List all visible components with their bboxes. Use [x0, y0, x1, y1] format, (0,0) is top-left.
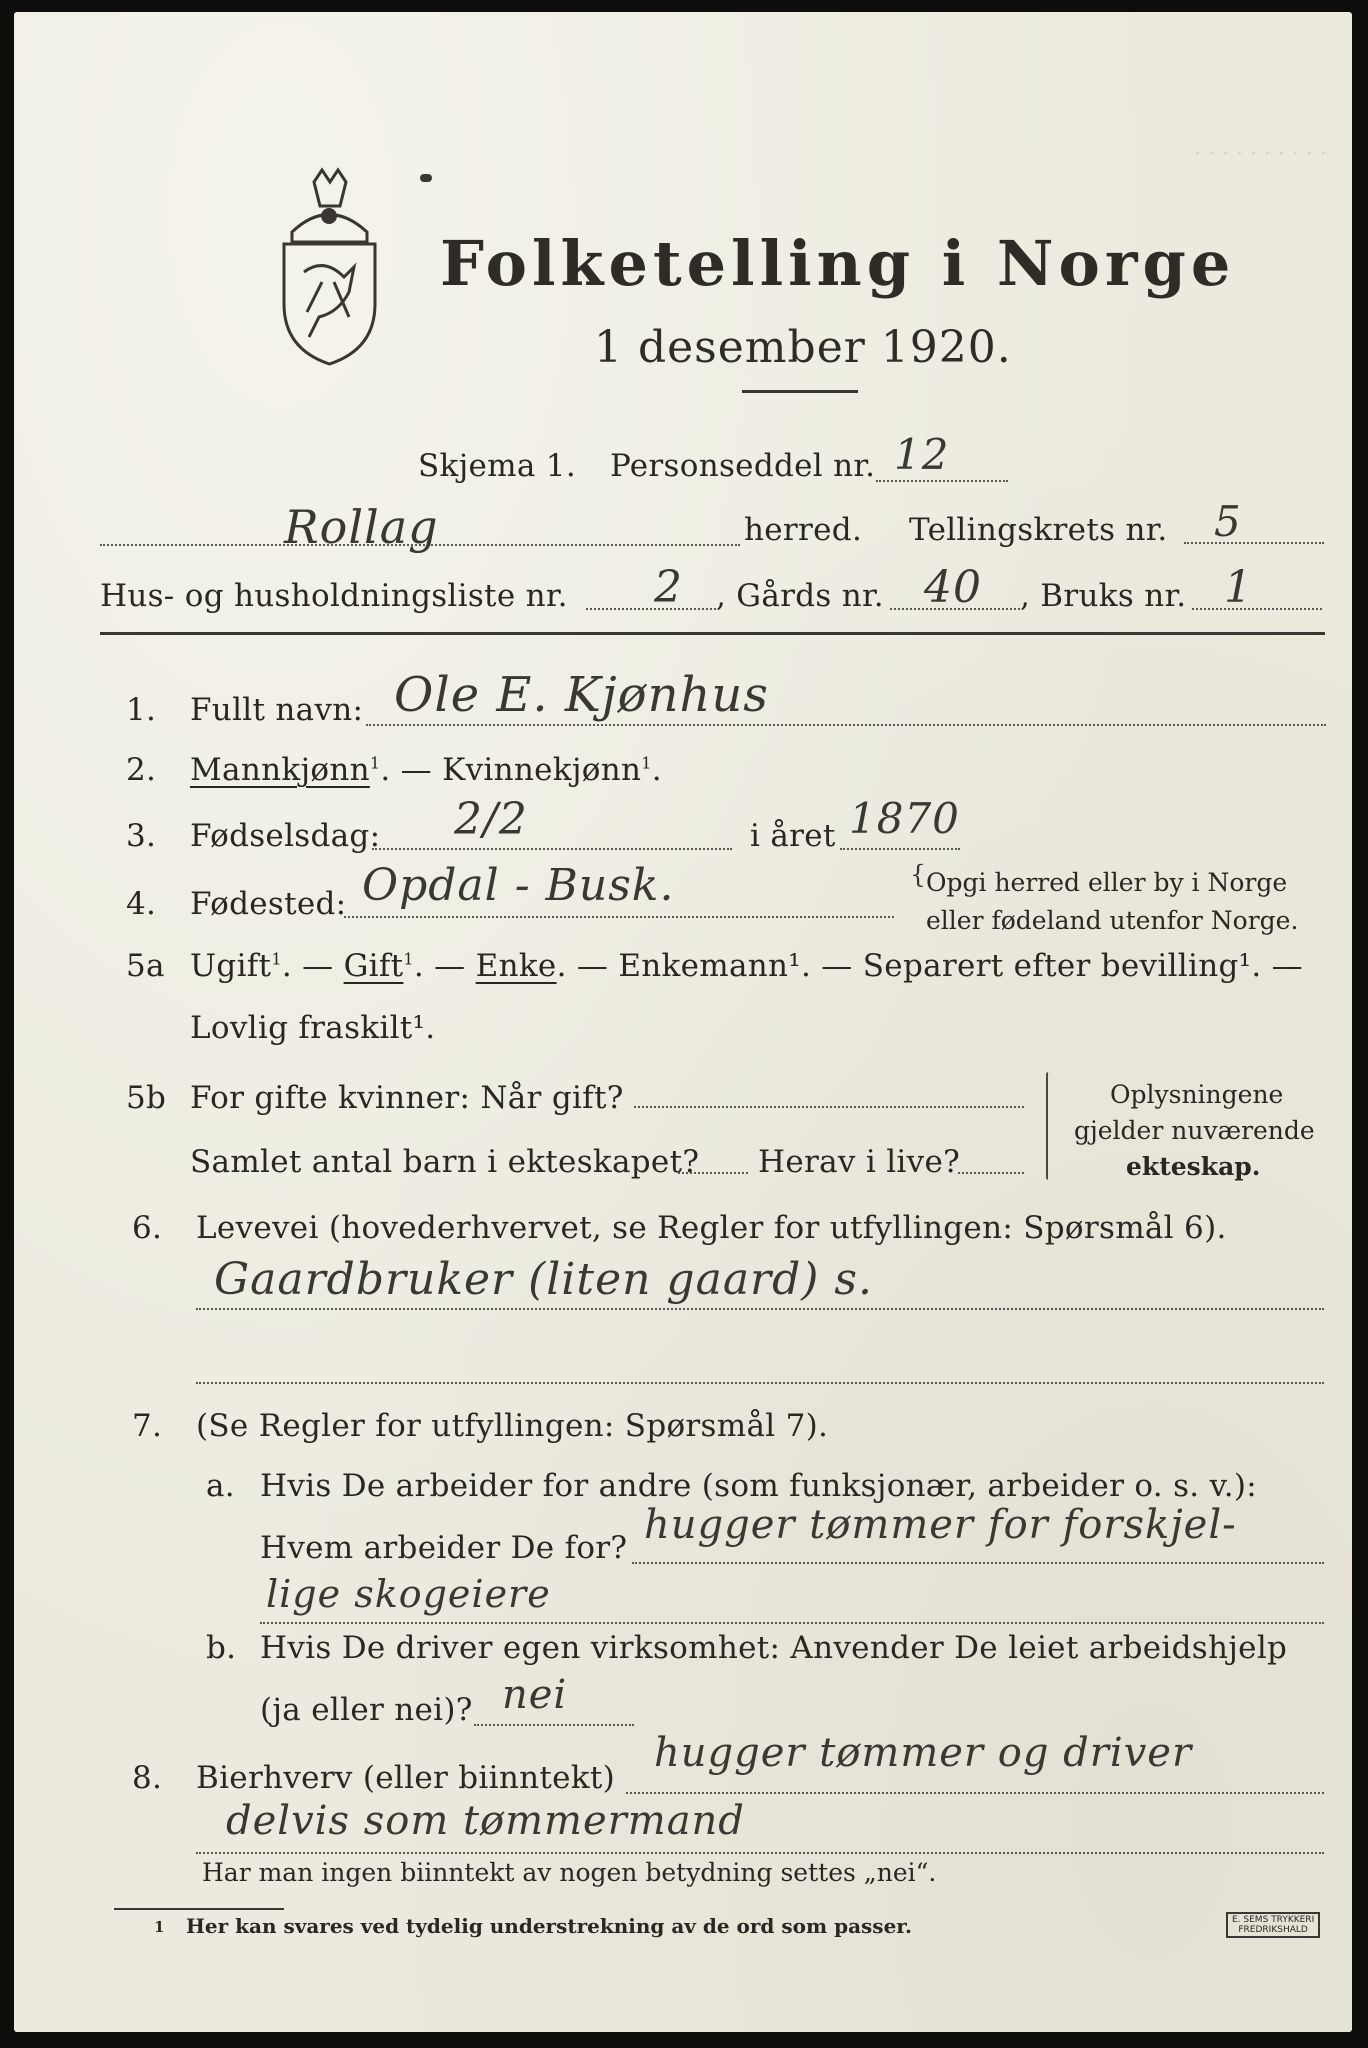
gards-value[interactable]: 40 [924, 562, 982, 613]
ink-dot [420, 174, 432, 182]
gards-label: , Gårds nr. [716, 578, 884, 614]
q5b-label3: Herav i live? [758, 1144, 961, 1180]
q4-line [344, 916, 894, 918]
q5b-married-line [634, 1106, 1024, 1108]
q5a-enke-option[interactable]: Enke [475, 948, 557, 984]
printer-stamp: E. SEMS TRYKKERI FREDRIKSHALD [1226, 1912, 1320, 1938]
tellingskrets-label: Tellingskrets nr. [909, 512, 1168, 548]
q5b-alive-line [958, 1172, 1024, 1174]
skjema-label: Skjema 1. [418, 448, 576, 484]
q7a-line1 [632, 1562, 1324, 1564]
q5b-note-line3: ekteskap. [1126, 1152, 1261, 1181]
tellingskrets-line [1184, 542, 1324, 544]
q8-value1[interactable]: hugger tømmer og driver [654, 1730, 1193, 1776]
q7a-value1[interactable]: hugger tømmer for forskjel- [644, 1502, 1237, 1548]
q2-male-option[interactable]: Mannkjønn [190, 752, 370, 788]
q8-value2[interactable]: delvis som tømmermand [226, 1798, 745, 1844]
q1-value[interactable]: Ole E. Kjønhus [394, 667, 769, 723]
form-subtitle: 1 desember 1920. [594, 322, 1012, 373]
q3-year-line [840, 848, 960, 850]
q1-number: 1. [126, 692, 157, 728]
husliste-value[interactable]: 2 [654, 562, 683, 613]
footnote-text: Her kan svares ved tydelig understrekning av de ord som passer. [186, 1914, 912, 1938]
q7-label: (Se Regler for utfyllingen: Spørsmål 7). [196, 1408, 829, 1444]
bruks-line [1192, 608, 1322, 610]
personseddel-value[interactable]: 12 [894, 430, 950, 479]
q4-number: 4. [126, 886, 157, 922]
q5b-note-brace [1046, 1072, 1051, 1180]
q4-note-line2: eller fødeland utenfor Norge. [926, 906, 1299, 935]
q6-line1 [196, 1308, 1324, 1310]
q8-line2 [196, 1852, 1324, 1854]
q5a-line2[interactable]: Lovlig fraskilt¹. [190, 1010, 436, 1046]
q4-value[interactable]: Opdal - Busk. [362, 860, 675, 911]
q3-number: 3. [126, 818, 157, 854]
q1-line [366, 724, 1326, 726]
q3-year-value[interactable]: 1870 [849, 794, 960, 843]
q5a-ugift-option[interactable]: Ugift [190, 948, 272, 984]
personseddel-label: Personseddel nr. [610, 448, 876, 484]
q3-line [372, 848, 732, 850]
herred-label: herred. [744, 512, 863, 548]
q7a-ask: Hvem arbeider De for? [260, 1530, 628, 1566]
q2-number: 2. [126, 752, 157, 788]
q7b-label: Hvis De driver egen virksomhet: Anvender De leiet arbeidshjelp [260, 1630, 1288, 1666]
q8-note: Har man ingen biinntekt av nogen betydning settes „nei“. [202, 1858, 937, 1887]
tellingskrets-value[interactable]: 5 [1214, 497, 1242, 546]
personseddel-line [876, 480, 1008, 482]
q7b-letter: b. [206, 1630, 237, 1666]
q8-number: 8. [132, 1760, 163, 1796]
q4-note-line1: Opgi herred eller by i Norge [926, 868, 1288, 897]
q5a-rest-options[interactable]: . — Enkemann¹. — Separert efter bevilling¹. — [556, 948, 1303, 984]
q5b-note-line2: gjelder nuværende [1074, 1116, 1315, 1145]
q6-line2 [196, 1382, 1324, 1384]
q7b-line [474, 1724, 634, 1726]
q8-label: Bierhverv (eller biinntekt) [196, 1760, 616, 1796]
form-title: Folketelling i Norge [440, 227, 1236, 300]
q3-label: Fødselsdag: [190, 818, 381, 854]
q2-end: . [651, 752, 662, 788]
q5b-children-line [678, 1172, 748, 1174]
q7a-label: Hvis De arbeider for andre (som funksjonær, arbeider o. s. v.): [260, 1468, 1258, 1504]
q5a-options: Ugift$^1$. — Gift$^1$. — Enke. — Enkemann¹. — Separert efter bevilling¹. — [190, 948, 1303, 984]
q3-year-label: i året [750, 818, 836, 854]
q3-value[interactable]: 2/2 [454, 794, 528, 845]
q7a-letter: a. [206, 1468, 235, 1504]
q5b-number: 5b [126, 1080, 167, 1116]
q2-options [190, 752, 662, 788]
q5a-number: 5a [126, 948, 165, 984]
q8-line1 [626, 1792, 1324, 1794]
q2-footnote-mark-2: 1 [641, 753, 652, 773]
q6-label: Levevei (hovederhvervet, se Regler for utfyllingen: Spørsmål 6). [196, 1210, 1227, 1246]
q6-number: 6. [132, 1210, 163, 1246]
footnote-mark: 1 [154, 1918, 165, 1936]
q5b-label1: For gifte kvinner: Når gift? [190, 1080, 624, 1116]
q2-female-option[interactable]: . — Kvinnekjønn [380, 752, 642, 788]
bleed-through-text: · · · · · · · · · · [1194, 142, 1327, 167]
bruks-label: , Bruks nr. [1020, 578, 1187, 614]
herred-value[interactable]: Rollag [284, 500, 439, 554]
husliste-line [586, 608, 716, 610]
q2-footnote-mark-1: 1 [369, 753, 381, 773]
q5b-note-line1: Oplysningene [1110, 1080, 1284, 1109]
q6-value[interactable]: Gaardbruker (liten gaard) s. [214, 1254, 873, 1305]
q7b-ask: (ja eller nei)? [260, 1692, 473, 1728]
header-divider [100, 632, 1325, 635]
census-form-page [14, 12, 1352, 2032]
coat-of-arms-icon [262, 162, 397, 372]
q1-label: Fullt navn: [190, 692, 364, 728]
q7a-value2[interactable]: lige skogeiere [266, 1572, 551, 1616]
q7a-line2 [260, 1622, 1324, 1624]
q5a-gift-option[interactable]: Gift [343, 948, 404, 984]
footnote-divider [114, 1908, 284, 1910]
q4-note-brace: { [910, 860, 926, 889]
q7b-value[interactable]: nei [502, 1672, 568, 1718]
title-divider [742, 390, 858, 393]
bruks-value[interactable]: 1 [1224, 562, 1253, 613]
q7-number: 7. [132, 1408, 163, 1444]
q5b-label2: Samlet antal barn i ekteskapet? [190, 1144, 700, 1180]
husliste-label: Hus- og husholdningsliste nr. [100, 578, 568, 614]
q4-label: Fødested: [190, 886, 347, 922]
